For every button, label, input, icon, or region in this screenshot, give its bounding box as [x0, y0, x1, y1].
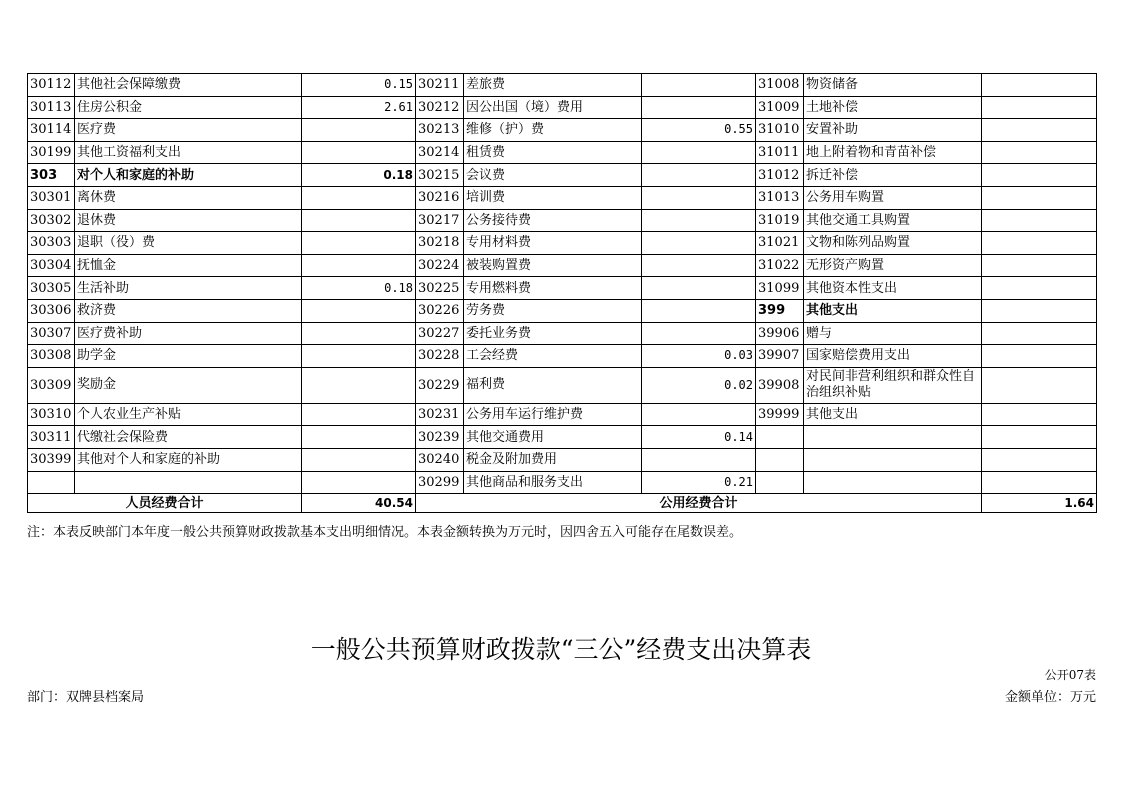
amount-cell: [642, 186, 756, 209]
table-row: [28, 209, 1097, 232]
code-cell: 30227: [416, 322, 464, 345]
table-row: [28, 345, 1097, 368]
table-row: [28, 74, 1097, 97]
code-cell: 31022: [756, 254, 804, 277]
item-name-cell: 其他支出: [804, 403, 982, 426]
table-row: [28, 254, 1097, 277]
code-cell: 30211: [416, 74, 464, 97]
public-total-label: 公用经费合计: [416, 494, 982, 513]
amount-cell: [302, 367, 416, 403]
amount-cell: [982, 299, 1097, 322]
code-cell: 30224: [416, 254, 464, 277]
code-cell: 30225: [416, 277, 464, 300]
amount-cell: [302, 232, 416, 255]
item-name-cell: 公务用车购置: [804, 186, 982, 209]
item-name-cell: 对个人和家庭的补助: [75, 164, 302, 187]
item-name-cell: 其他商品和服务支出: [464, 471, 642, 494]
department-label: 部门：双牌县档案局: [27, 690, 145, 705]
item-name-cell: 培训费: [464, 186, 642, 209]
amount-cell: [302, 448, 416, 471]
amount-cell: [982, 448, 1097, 471]
code-cell: 31010: [756, 119, 804, 142]
item-name-cell: 维修（护）费: [464, 119, 642, 142]
item-name-cell: 地上附着物和青苗补偿: [804, 141, 982, 164]
item-name-cell: 赠与: [804, 322, 982, 345]
amount-cell: [982, 119, 1097, 142]
table-row: [28, 471, 1097, 494]
code-cell: 30299: [416, 471, 464, 494]
amount-cell: [982, 164, 1097, 187]
code-cell: [756, 471, 804, 494]
code-cell: 30212: [416, 96, 464, 119]
amount-cell: [642, 209, 756, 232]
amount-cell: [642, 448, 756, 471]
amount-cell: [302, 186, 416, 209]
amount-cell: [302, 345, 416, 368]
code-cell: 30226: [416, 299, 464, 322]
expenditure-detail-table: [27, 73, 1097, 513]
table-row: [28, 141, 1097, 164]
code-cell: 30307: [28, 322, 75, 345]
code-cell: 30199: [28, 141, 75, 164]
code-cell: 39907: [756, 345, 804, 368]
table-row: [28, 367, 1097, 403]
code-cell: 30112: [28, 74, 75, 97]
code-cell: 30308: [28, 345, 75, 368]
code-cell: 31019: [756, 209, 804, 232]
code-cell: 31021: [756, 232, 804, 255]
item-name-cell: 其他交通工具购置: [804, 209, 982, 232]
code-cell: 30239: [416, 426, 464, 449]
item-name-cell: 公务用车运行维护费: [464, 403, 642, 426]
code-cell: [756, 448, 804, 471]
item-name-cell: 个人农业生产补贴: [75, 403, 302, 426]
item-name-cell: 劳务费: [464, 299, 642, 322]
totals-row: [28, 494, 1097, 513]
item-name-cell: 无形资产购置: [804, 254, 982, 277]
item-name-cell: 退职（役）费: [75, 232, 302, 255]
code-cell: 30301: [28, 186, 75, 209]
code-cell: 30306: [28, 299, 75, 322]
item-name-cell: 差旅费: [464, 74, 642, 97]
personnel-total-value: 40.54: [302, 494, 416, 513]
code-cell: 30113: [28, 96, 75, 119]
code-cell: 31012: [756, 164, 804, 187]
code-cell: 30114: [28, 119, 75, 142]
code-cell: 30214: [416, 141, 464, 164]
item-name-cell: 医疗费: [75, 119, 302, 142]
code-cell: 31013: [756, 186, 804, 209]
item-name-cell: [75, 471, 302, 494]
item-name-cell: 其他对个人和家庭的补助: [75, 448, 302, 471]
personnel-total-label: 人员经费合计: [28, 494, 302, 513]
unit-label: 金额单位：万元: [1004, 690, 1096, 705]
table-note: 注：本表反映部门本年度一般公共预算财政拨款基本支出明细情况。本表金额转换为万元时，因四舍五入可能存在尾数误差。: [27, 525, 743, 540]
amount-cell: [642, 232, 756, 255]
code-cell: 30305: [28, 277, 75, 300]
item-name-cell: 委托业务费: [464, 322, 642, 345]
code-cell: 31099: [756, 277, 804, 300]
amount-cell: 0.18: [302, 164, 416, 187]
table-row: [28, 299, 1097, 322]
code-cell: 30229: [416, 367, 464, 403]
amount-cell: 0.03: [642, 345, 756, 368]
amount-cell: [982, 403, 1097, 426]
code-cell: 30240: [416, 448, 464, 471]
amount-cell: [302, 254, 416, 277]
code-cell: 303: [28, 164, 75, 187]
item-name-cell: 租赁费: [464, 141, 642, 164]
amount-cell: [642, 96, 756, 119]
code-cell: 30311: [28, 426, 75, 449]
item-name-cell: 其他资本性支出: [804, 277, 982, 300]
code-cell: 30228: [416, 345, 464, 368]
code-cell: 30215: [416, 164, 464, 187]
amount-cell: [982, 345, 1097, 368]
amount-cell: [982, 74, 1097, 97]
item-name-cell: 其他交通费用: [464, 426, 642, 449]
code-cell: 30304: [28, 254, 75, 277]
code-cell: 30302: [28, 209, 75, 232]
amount-cell: [982, 277, 1097, 300]
item-name-cell: 会议费: [464, 164, 642, 187]
item-name-cell: 奖励金: [75, 367, 302, 403]
amount-cell: [982, 254, 1097, 277]
item-name-cell: 因公出国（境）费用: [464, 96, 642, 119]
amount-cell: 0.02: [642, 367, 756, 403]
item-name-cell: 代缴社会保险费: [75, 426, 302, 449]
amount-cell: [302, 426, 416, 449]
item-name-cell: 其他社会保障缴费: [75, 74, 302, 97]
code-cell: 399: [756, 299, 804, 322]
amount-cell: [642, 74, 756, 97]
table-row: [28, 448, 1097, 471]
amount-cell: [982, 322, 1097, 345]
code-cell: 30216: [416, 186, 464, 209]
amount-cell: [982, 232, 1097, 255]
item-name-cell: [804, 471, 982, 494]
amount-cell: [302, 471, 416, 494]
item-name-cell: 土地补偿: [804, 96, 982, 119]
item-name-cell: 工会经费: [464, 345, 642, 368]
item-name-cell: 专用材料费: [464, 232, 642, 255]
code-cell: 30399: [28, 448, 75, 471]
amount-cell: [302, 209, 416, 232]
item-name-cell: 国家赔偿费用支出: [804, 345, 982, 368]
table-row: [28, 426, 1097, 449]
amount-cell: [982, 471, 1097, 494]
amount-cell: [302, 299, 416, 322]
item-name-cell: 抚恤金: [75, 254, 302, 277]
item-name-cell: 退休费: [75, 209, 302, 232]
item-name-cell: 助学金: [75, 345, 302, 368]
form-number: 公开07表: [1044, 668, 1096, 682]
table-body: [28, 74, 1097, 513]
amount-cell: [982, 426, 1097, 449]
amount-cell: 0.55: [642, 119, 756, 142]
table-row: [28, 96, 1097, 119]
item-name-cell: 被装购置费: [464, 254, 642, 277]
code-cell: [756, 426, 804, 449]
code-cell: 31009: [756, 96, 804, 119]
code-cell: 31008: [756, 74, 804, 97]
item-name-cell: 对民间非营利组织和群众性自治组织补贴: [804, 367, 982, 403]
table-row: [28, 164, 1097, 187]
code-cell: 30310: [28, 403, 75, 426]
code-cell: 39908: [756, 367, 804, 403]
amount-cell: [302, 141, 416, 164]
item-name-cell: 医疗费补助: [75, 322, 302, 345]
amount-cell: [642, 277, 756, 300]
item-name-cell: 救济费: [75, 299, 302, 322]
next-table-title: 一般公共预算财政拨款“三公”经费支出决算表: [310, 635, 812, 664]
code-cell: 39999: [756, 403, 804, 426]
item-name-cell: 公务接待费: [464, 209, 642, 232]
item-name-cell: 安置补助: [804, 119, 982, 142]
amount-cell: 0.15: [302, 74, 416, 97]
item-name-cell: 其他支出: [804, 299, 982, 322]
code-cell: 30231: [416, 403, 464, 426]
item-name-cell: 住房公积金: [75, 96, 302, 119]
table-row: [28, 277, 1097, 300]
amount-cell: [982, 141, 1097, 164]
item-name-cell: 其他工资福利支出: [75, 141, 302, 164]
table-row: [28, 232, 1097, 255]
item-name-cell: 专用燃料费: [464, 277, 642, 300]
item-name-cell: 税金及附加费用: [464, 448, 642, 471]
amount-cell: [642, 164, 756, 187]
amount-cell: [642, 254, 756, 277]
amount-cell: [982, 367, 1097, 403]
item-name-cell: 物资储备: [804, 74, 982, 97]
code-cell: 30309: [28, 367, 75, 403]
code-cell: 39906: [756, 322, 804, 345]
amount-cell: [642, 141, 756, 164]
amount-cell: [642, 299, 756, 322]
amount-cell: [302, 322, 416, 345]
amount-cell: [982, 186, 1097, 209]
table-row: [28, 403, 1097, 426]
code-cell: 31011: [756, 141, 804, 164]
item-name-cell: 离休费: [75, 186, 302, 209]
table-row: [28, 322, 1097, 345]
amount-cell: 0.21: [642, 471, 756, 494]
amount-cell: 2.61: [302, 96, 416, 119]
code-cell: 30217: [416, 209, 464, 232]
code-cell: 30218: [416, 232, 464, 255]
code-cell: [28, 471, 75, 494]
item-name-cell: 拆迁补偿: [804, 164, 982, 187]
amount-cell: 0.14: [642, 426, 756, 449]
amount-cell: [302, 119, 416, 142]
item-name-cell: 生活补助: [75, 277, 302, 300]
amount-cell: [302, 403, 416, 426]
item-name-cell: 文物和陈列品购置: [804, 232, 982, 255]
public-total-value: 1.64: [982, 494, 1097, 513]
item-name-cell: [804, 426, 982, 449]
table-row: [28, 119, 1097, 142]
amount-cell: 0.18: [302, 277, 416, 300]
code-cell: 30213: [416, 119, 464, 142]
item-name-cell: 福利费: [464, 367, 642, 403]
item-name-cell: [804, 448, 982, 471]
amount-cell: [982, 209, 1097, 232]
amount-cell: [642, 403, 756, 426]
code-cell: 30303: [28, 232, 75, 255]
amount-cell: [642, 322, 756, 345]
table-row: [28, 186, 1097, 209]
amount-cell: [982, 96, 1097, 119]
